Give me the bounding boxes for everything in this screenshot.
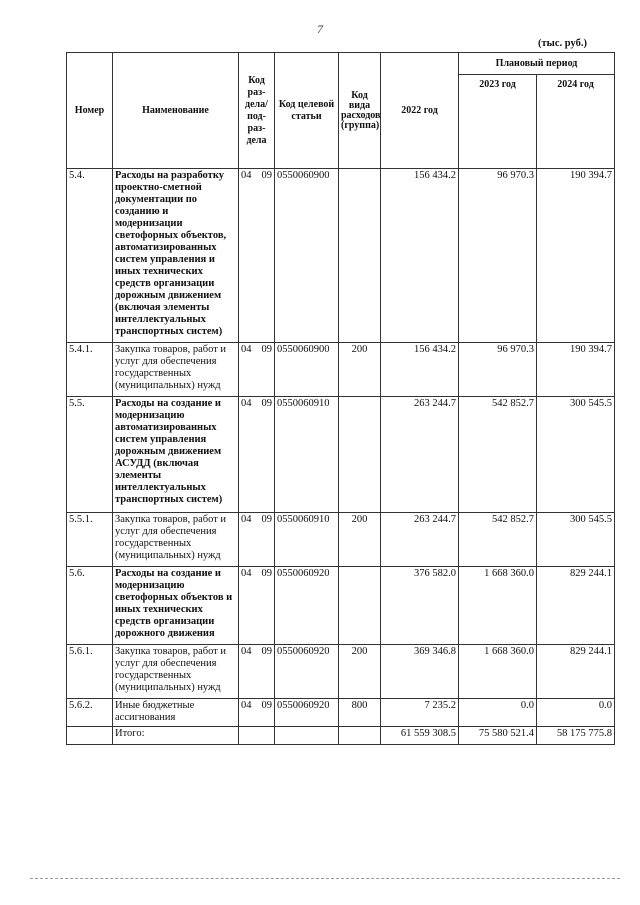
row-name: Закупка товаров, работ и услуг для обеспечения государственных (муниципальных) нужд xyxy=(113,513,239,567)
row-number: 5.4.1. xyxy=(67,343,113,397)
row-2024: 300 545.5 xyxy=(537,513,615,567)
header-2022: 2022 год xyxy=(381,53,459,169)
row-name: Расходы на разработку проектно-сметной документации по созданию и модернизации светофорных объектов, автоматизированных систем управления и иных технических средств организации дорожным движением (включая элементы интеллектуальных транспортных систем) xyxy=(113,169,239,343)
row-number: 5.6. xyxy=(67,567,113,645)
row-name: Закупка товаров, работ и услуг для обеспечения государственных (муниципальных) нужд xyxy=(113,645,239,699)
row-target: 0550060900 xyxy=(275,343,339,397)
total-target xyxy=(275,727,339,745)
row-2024: 829 244.1 xyxy=(537,645,615,699)
row-2023: 1 668 360.0 xyxy=(459,645,537,699)
row-expense-type: 200 xyxy=(339,645,381,699)
row-target: 0550060920 xyxy=(275,645,339,699)
row-number: 5.6.2. xyxy=(67,699,113,727)
row-section xyxy=(239,567,275,645)
row-2024: 0.0 xyxy=(537,699,615,727)
row-2022: 263 244.7 xyxy=(381,513,459,567)
total-expense-type xyxy=(339,727,381,745)
row-name: Закупка товаров, работ и услуг для обеспечения государственных (муниципальных) нужд xyxy=(113,343,239,397)
row-expense-type: 200 xyxy=(339,343,381,397)
row-target: 0550060920 xyxy=(275,567,339,645)
row-2023: 96 970.3 xyxy=(459,169,537,343)
row-number: 5.5.1. xyxy=(67,513,113,567)
header-target: Код целевой статьи xyxy=(275,53,339,169)
row-2022: 156 434.2 xyxy=(381,343,459,397)
row-section xyxy=(239,343,275,397)
row-2024: 829 244.1 xyxy=(537,567,615,645)
row-expense-type: 800 xyxy=(339,699,381,727)
row-target: 0550060910 xyxy=(275,513,339,567)
total-2023: 75 580 521.4 xyxy=(459,727,537,745)
header-name: Наименование xyxy=(113,53,239,169)
header-number: Номер xyxy=(67,53,113,169)
row-number: 5.4. xyxy=(67,169,113,343)
row-subsection-code: 09 xyxy=(261,514,272,525)
total-number xyxy=(67,727,113,745)
total-section xyxy=(239,727,275,745)
row-2023: 1 668 360.0 xyxy=(459,567,537,645)
row-subsection-code: 09 xyxy=(261,344,272,355)
row-target: 0550060910 xyxy=(275,397,339,513)
row-subsection-code: 09 xyxy=(261,568,272,579)
row-section-code: 04 xyxy=(241,568,252,579)
row-2023: 542 852.7 xyxy=(459,397,537,513)
table-body xyxy=(67,169,615,745)
table-row xyxy=(67,397,615,513)
row-section-code: 04 xyxy=(241,170,252,181)
row-target: 0550060920 xyxy=(275,699,339,727)
row-expense-type xyxy=(339,397,381,513)
total-row xyxy=(67,727,615,745)
header-section: Код раз-дела/ под-раз-дела xyxy=(239,53,275,169)
header-2024: 2024 год xyxy=(537,75,615,169)
budget-table xyxy=(66,52,615,745)
page-edge-line xyxy=(30,878,620,879)
total-2024: 58 175 775.8 xyxy=(537,727,615,745)
row-target: 0550060900 xyxy=(275,169,339,343)
table-row xyxy=(67,343,615,397)
row-subsection-code: 09 xyxy=(261,170,272,181)
row-2022: 156 434.2 xyxy=(381,169,459,343)
row-2022: 369 346.8 xyxy=(381,645,459,699)
row-section-code: 04 xyxy=(241,398,252,409)
row-2024: 190 394.7 xyxy=(537,343,615,397)
header-expense-type: Код вида расходов (группа) xyxy=(339,53,381,169)
row-number: 5.6.1. xyxy=(67,645,113,699)
table-row xyxy=(67,699,615,727)
table-row xyxy=(67,513,615,567)
row-name: Расходы на создание и модернизацию светофорных объектов и иных технических средств организации дорожного движения xyxy=(113,567,239,645)
row-2024: 300 545.5 xyxy=(537,397,615,513)
row-section-code: 04 xyxy=(241,646,252,657)
row-section xyxy=(239,699,275,727)
row-section-code: 04 xyxy=(241,344,252,355)
row-name: Расходы на создание и модернизацию автоматизированных систем управления дорожным движением АСУДД (включая элементы интеллектуальных транспортных систем) xyxy=(113,397,239,513)
row-subsection-code: 09 xyxy=(261,700,272,711)
row-section-code: 04 xyxy=(241,700,252,711)
row-2022: 376 582.0 xyxy=(381,567,459,645)
row-subsection-code: 09 xyxy=(261,646,272,657)
row-expense-type xyxy=(339,567,381,645)
row-2023: 542 852.7 xyxy=(459,513,537,567)
total-label: Итого: xyxy=(113,727,239,745)
table-row xyxy=(67,645,615,699)
units-label: (тыс. руб.) xyxy=(538,38,587,49)
table-row xyxy=(67,169,615,343)
row-2024: 190 394.7 xyxy=(537,169,615,343)
header-2023: 2023 год xyxy=(459,75,537,169)
page-number: 7 xyxy=(317,22,323,36)
row-expense-type xyxy=(339,169,381,343)
row-section xyxy=(239,645,275,699)
row-subsection-code: 09 xyxy=(261,398,272,409)
row-2022: 263 244.7 xyxy=(381,397,459,513)
total-2022: 61 559 308.5 xyxy=(381,727,459,745)
row-2023: 96 970.3 xyxy=(459,343,537,397)
row-section xyxy=(239,397,275,513)
row-section xyxy=(239,513,275,567)
table-row xyxy=(67,567,615,645)
row-section-code: 04 xyxy=(241,514,252,525)
header-plan-period: Плановый период xyxy=(459,53,615,75)
row-2022: 7 235.2 xyxy=(381,699,459,727)
row-expense-type: 200 xyxy=(339,513,381,567)
row-2023: 0.0 xyxy=(459,699,537,727)
row-name: Иные бюджетные ассигнования xyxy=(113,699,239,727)
row-number: 5.5. xyxy=(67,397,113,513)
row-section xyxy=(239,169,275,343)
